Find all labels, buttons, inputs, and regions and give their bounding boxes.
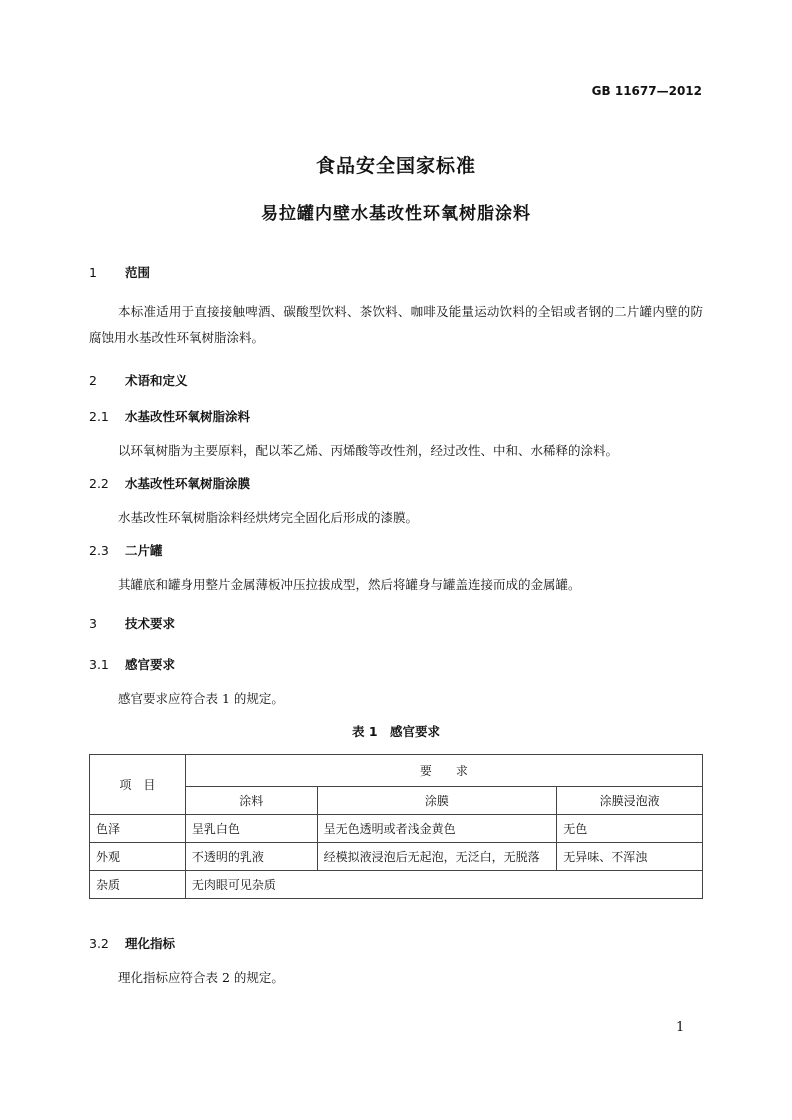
table-cell-item: 色泽 (90, 815, 186, 843)
table-cell-item: 杂质 (90, 871, 186, 899)
section-number: 3 (89, 616, 97, 631)
section-title: 术语和定义 (125, 373, 188, 388)
section-number: 1 (89, 265, 97, 280)
table-row (90, 815, 703, 843)
table-header-item: 项 目 (90, 755, 186, 815)
section-title: 二片罐 (125, 543, 163, 558)
section-title: 感官要求 (125, 657, 176, 672)
section-title: 水基改性环氧树脂涂膜 (125, 476, 251, 491)
table-subheader: 涂料 (185, 787, 317, 815)
table-cell: 呈无色透明或者浅金黄色 (317, 815, 557, 843)
section-2-1-heading (89, 407, 250, 425)
section-number: 3.2 (89, 936, 109, 951)
section-3-heading (89, 614, 175, 632)
standard-number: GB 11677—2012 (591, 84, 702, 98)
table-row (90, 843, 703, 871)
table-header-requirements: 要 求 (185, 755, 702, 787)
table-subheader: 涂膜浸泡液 (557, 787, 703, 815)
page-number: 1 (676, 1020, 685, 1035)
table-cell-item: 外观 (90, 843, 186, 871)
table-cell: 呈乳白色 (185, 815, 317, 843)
section-1-body: 本标准适用于直接接触啤酒、碳酸型饮料、茶饮料、咖啡及能量运动饮料的全铝或者钢的二片罐内壁的防腐蚀用水基改性环氧树脂涂料。 (89, 304, 703, 345)
table-1-caption: 表 1 感官要求 (351, 724, 441, 739)
table-cell: 无肉眼可见杂质 (185, 871, 702, 899)
section-number: 3.1 (89, 657, 109, 672)
section-title: 范围 (125, 265, 151, 280)
section-3-1-body: 感官要求应符合表 1 的规定。 (118, 691, 284, 706)
section-2-3-heading (89, 541, 163, 559)
table-header-row (90, 755, 703, 787)
section-2-heading (89, 371, 188, 389)
table-cell: 不透明的乳液 (185, 843, 317, 871)
section-title: 技术要求 (125, 616, 176, 631)
document-subtitle: 易拉罐内壁水基改性环氧树脂涂料 (261, 204, 531, 224)
section-3-1-heading (89, 655, 175, 673)
section-number: 2 (89, 373, 97, 388)
table-subheader: 涂膜 (317, 787, 557, 815)
table-cell: 无色 (557, 815, 703, 843)
section-title: 理化指标 (125, 936, 176, 951)
table-cell: 无异味、不浑浊 (557, 843, 703, 871)
section-2-3-body: 其罐底和罐身用整片金属薄板冲压拉拔成型，然后将罐身与罐盖连接而成的金属罐。 (118, 577, 581, 592)
section-3-2-body: 理化指标应符合表 2 的规定。 (118, 970, 284, 985)
section-number: 2.2 (89, 476, 109, 491)
section-3-2-heading (89, 934, 175, 952)
table-row (90, 871, 703, 899)
table-1 (89, 754, 703, 899)
section-2-1-body: 以环氧树脂为主要原料，配以苯乙烯、丙烯酸等改性剂，经过改性、中和、水稀释的涂料。 (118, 443, 619, 458)
section-number: 2.3 (89, 543, 109, 558)
section-2-2-heading (89, 474, 250, 492)
section-number: 2.1 (89, 409, 109, 424)
table-cell: 经模拟液浸泡后无起泡，无泛白，无脱落 (317, 843, 557, 871)
section-2-2-body: 水基改性环氧树脂涂料经烘烤完全固化后形成的漆膜。 (118, 510, 419, 525)
section-1-heading (89, 263, 150, 281)
section-title: 水基改性环氧树脂涂料 (125, 409, 251, 424)
document-title: 食品安全国家标准 (315, 155, 476, 177)
